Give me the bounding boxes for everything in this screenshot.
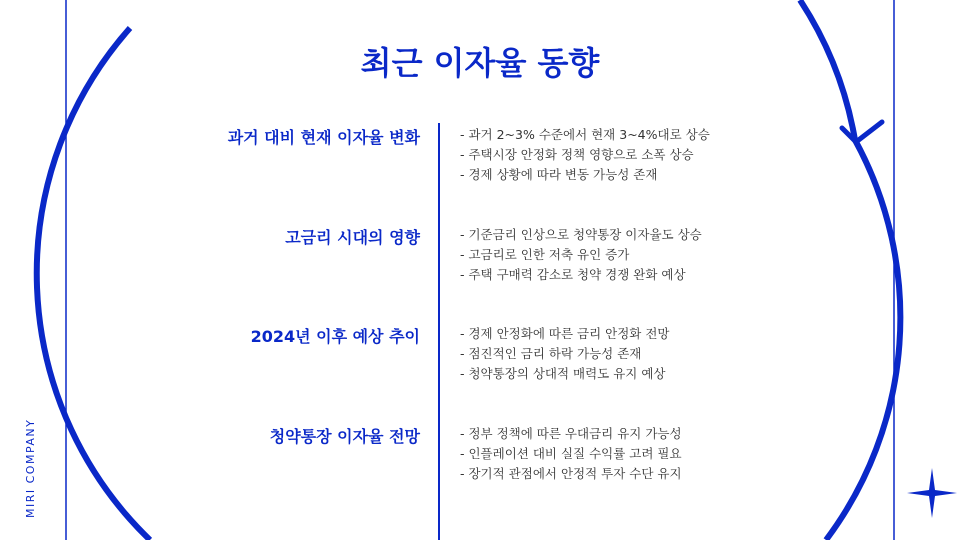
- sparkle-star-icon: [907, 468, 957, 518]
- section-title: 2024년 이후 예상 추이: [250, 327, 420, 346]
- circle-arc-right-lower: [826, 140, 900, 540]
- section-title: 고금리 시대의 영향: [285, 228, 420, 247]
- section-title: 청약통장 이자율 전망: [269, 427, 420, 446]
- section-title: 과거 대비 현재 이자율 변화: [227, 128, 420, 147]
- page-title: 최근 이자율 동향: [360, 44, 600, 82]
- bullet-item: - 점진적인 금리 하락 가능성 존재: [460, 346, 642, 361]
- bullet-item: - 정부 정책에 따른 우대금리 유지 가능성: [460, 426, 682, 441]
- arrowhead: [842, 122, 882, 142]
- bullet-list: [460, 225, 702, 285]
- divider-line: [438, 123, 440, 540]
- bullet-item: - 인플레이션 대비 실질 수익률 고려 필요: [460, 446, 682, 461]
- bullet-item: - 경제 상황에 따라 변동 가능성 존재: [460, 167, 658, 182]
- circular-arrow-icon: [37, 28, 150, 540]
- bullet-item: - 주택시장 안정화 정책 영향으로 소폭 상승: [460, 147, 694, 162]
- bullet-item: - 기준금리 인상으로 청약통장 이자율도 상승: [460, 227, 702, 242]
- bullet-item: - 과거 2~3% 수준에서 현재 3~4%대로 상승: [460, 127, 710, 142]
- bullet-item: - 청약통장의 상대적 매력도 유지 예상: [460, 366, 666, 381]
- bullet-list: [460, 324, 669, 384]
- brand-label: MIRI COMPANY: [24, 418, 37, 518]
- bullet-item: - 고금리로 인한 저축 유인 증가: [460, 247, 630, 262]
- bullet-item: - 장기적 관점에서 안정적 투자 수단 유지: [460, 466, 682, 481]
- bullet-item: - 주택 구매력 감소로 청약 경쟁 완화 예상: [460, 267, 686, 282]
- bullet-item: - 경제 안정화에 따른 금리 안정화 전망: [460, 326, 670, 341]
- bullet-list: [460, 424, 682, 484]
- bullet-list: [460, 125, 710, 185]
